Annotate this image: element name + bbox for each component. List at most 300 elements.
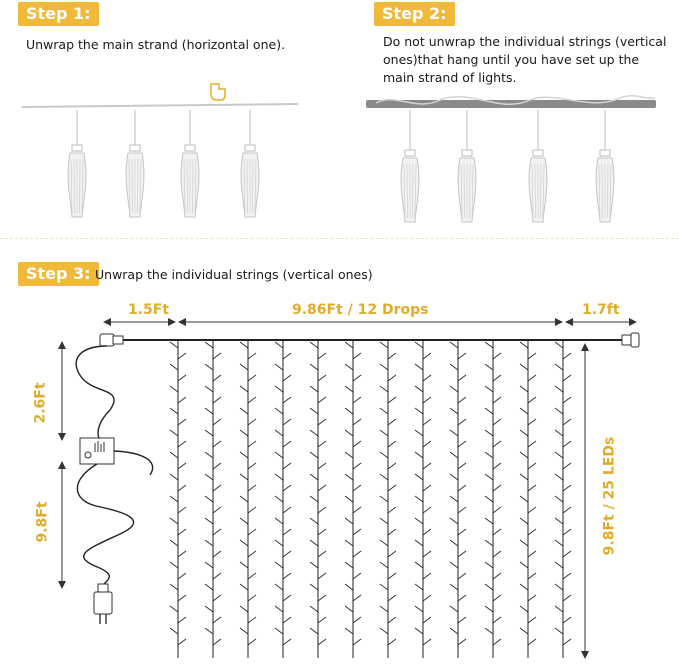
led bbox=[555, 540, 563, 546]
led bbox=[248, 353, 256, 359]
led bbox=[213, 595, 221, 601]
led bbox=[170, 628, 178, 634]
led bbox=[205, 364, 213, 370]
led bbox=[240, 584, 248, 590]
led bbox=[528, 507, 536, 513]
led bbox=[310, 364, 318, 370]
led bbox=[423, 573, 431, 579]
led bbox=[450, 584, 458, 590]
led bbox=[353, 353, 361, 359]
led bbox=[415, 628, 423, 634]
led bbox=[388, 485, 396, 491]
led bbox=[318, 551, 326, 557]
led bbox=[275, 540, 283, 546]
led bbox=[178, 595, 186, 601]
led bbox=[423, 617, 431, 623]
led bbox=[555, 408, 563, 414]
led bbox=[493, 595, 501, 601]
led bbox=[283, 573, 291, 579]
led bbox=[345, 342, 353, 348]
led bbox=[275, 408, 283, 414]
led bbox=[353, 375, 361, 381]
led bbox=[563, 529, 571, 535]
led bbox=[493, 375, 501, 381]
led bbox=[415, 562, 423, 568]
led bbox=[423, 353, 431, 359]
led bbox=[450, 518, 458, 524]
led bbox=[283, 353, 291, 359]
led bbox=[415, 364, 423, 370]
led bbox=[178, 353, 186, 359]
led bbox=[318, 397, 326, 403]
led bbox=[170, 606, 178, 612]
led bbox=[345, 430, 353, 436]
led bbox=[423, 419, 431, 425]
led bbox=[178, 573, 186, 579]
led bbox=[353, 507, 361, 513]
led bbox=[388, 529, 396, 535]
led bbox=[318, 463, 326, 469]
led bbox=[213, 617, 221, 623]
led bbox=[415, 584, 423, 590]
power-cable bbox=[76, 346, 114, 440]
drop-string bbox=[520, 340, 536, 658]
led bbox=[240, 452, 248, 458]
led bbox=[485, 408, 493, 414]
led bbox=[318, 507, 326, 513]
led bbox=[423, 595, 431, 601]
led bbox=[205, 452, 213, 458]
led bbox=[353, 617, 361, 623]
led bbox=[178, 529, 186, 535]
led bbox=[520, 562, 528, 568]
led bbox=[213, 353, 221, 359]
bundled-string bbox=[126, 110, 144, 217]
drop-string bbox=[485, 340, 501, 658]
led bbox=[283, 595, 291, 601]
led bbox=[353, 639, 361, 645]
led bbox=[240, 408, 248, 414]
led bbox=[353, 595, 361, 601]
led bbox=[563, 595, 571, 601]
led bbox=[345, 474, 353, 480]
led bbox=[353, 529, 361, 535]
led bbox=[318, 573, 326, 579]
led bbox=[205, 540, 213, 546]
led bbox=[310, 342, 318, 348]
led bbox=[555, 430, 563, 436]
led bbox=[380, 364, 388, 370]
led bbox=[380, 584, 388, 590]
led bbox=[450, 562, 458, 568]
led bbox=[380, 496, 388, 502]
led bbox=[563, 485, 571, 491]
led bbox=[563, 419, 571, 425]
led bbox=[563, 441, 571, 447]
led bbox=[248, 573, 256, 579]
led bbox=[520, 342, 528, 348]
bundled-string bbox=[596, 110, 614, 222]
led bbox=[493, 397, 501, 403]
led bbox=[213, 507, 221, 513]
led bbox=[318, 375, 326, 381]
led bbox=[345, 562, 353, 568]
led bbox=[458, 507, 466, 513]
led bbox=[493, 529, 501, 535]
led bbox=[170, 364, 178, 370]
led bbox=[380, 540, 388, 546]
led bbox=[178, 639, 186, 645]
pointing-hand-icon bbox=[211, 84, 225, 100]
led bbox=[458, 529, 466, 535]
led bbox=[240, 386, 248, 392]
led bbox=[450, 430, 458, 436]
drop-string bbox=[205, 340, 221, 658]
led bbox=[450, 364, 458, 370]
led bbox=[310, 540, 318, 546]
main-strand bbox=[22, 104, 298, 107]
led bbox=[318, 441, 326, 447]
led bbox=[283, 419, 291, 425]
led bbox=[528, 419, 536, 425]
led bbox=[563, 397, 571, 403]
led bbox=[178, 617, 186, 623]
led bbox=[353, 485, 361, 491]
led bbox=[248, 441, 256, 447]
led bbox=[283, 375, 291, 381]
led bbox=[205, 386, 213, 392]
led bbox=[345, 496, 353, 502]
led bbox=[248, 639, 256, 645]
led bbox=[555, 518, 563, 524]
led bbox=[310, 518, 318, 524]
led bbox=[458, 397, 466, 403]
led bbox=[458, 617, 466, 623]
end-cap-connector bbox=[622, 333, 639, 347]
led bbox=[423, 639, 431, 645]
led bbox=[345, 606, 353, 612]
led bbox=[353, 573, 361, 579]
led bbox=[380, 452, 388, 458]
led bbox=[275, 496, 283, 502]
step1-illustration bbox=[22, 84, 298, 217]
led bbox=[310, 628, 318, 634]
led bbox=[178, 375, 186, 381]
step1-badge: Step 1: bbox=[18, 2, 99, 26]
led bbox=[450, 342, 458, 348]
led bbox=[170, 452, 178, 458]
cable-lower-label: 9.8Ft bbox=[34, 501, 51, 543]
cable-upper-label: 2.6Ft bbox=[32, 382, 49, 424]
led bbox=[205, 474, 213, 480]
drop-string bbox=[275, 340, 291, 658]
led bbox=[458, 573, 466, 579]
led bbox=[388, 617, 396, 623]
led bbox=[283, 617, 291, 623]
led bbox=[423, 463, 431, 469]
led bbox=[248, 507, 256, 513]
step2-text: Do not unwrap the individual strings (vertical ones)that hang until you have set up the main strand of lights. bbox=[383, 34, 667, 85]
curtain-diagram bbox=[62, 322, 639, 658]
led bbox=[563, 639, 571, 645]
led bbox=[388, 551, 396, 557]
led bbox=[205, 562, 213, 568]
led bbox=[493, 573, 501, 579]
led bbox=[555, 452, 563, 458]
led bbox=[423, 485, 431, 491]
led bbox=[528, 397, 536, 403]
led bbox=[415, 474, 423, 480]
led bbox=[275, 518, 283, 524]
led bbox=[415, 496, 423, 502]
led bbox=[213, 375, 221, 381]
connector-icon bbox=[100, 334, 123, 346]
led bbox=[485, 430, 493, 436]
led bbox=[450, 496, 458, 502]
led bbox=[415, 540, 423, 546]
led bbox=[205, 408, 213, 414]
led bbox=[493, 485, 501, 491]
width-label: 9.86Ft / 12 Drops bbox=[292, 302, 429, 318]
led bbox=[353, 551, 361, 557]
led bbox=[563, 375, 571, 381]
led bbox=[240, 540, 248, 546]
led bbox=[283, 639, 291, 645]
left-lead-label: 1.5Ft bbox=[128, 302, 170, 318]
led bbox=[353, 441, 361, 447]
bundled-string bbox=[458, 110, 476, 222]
led bbox=[248, 485, 256, 491]
led bbox=[493, 617, 501, 623]
led bbox=[170, 540, 178, 546]
led bbox=[345, 452, 353, 458]
led bbox=[528, 551, 536, 557]
led bbox=[528, 463, 536, 469]
led bbox=[345, 628, 353, 634]
led bbox=[485, 606, 493, 612]
led bbox=[380, 474, 388, 480]
led bbox=[520, 452, 528, 458]
led bbox=[213, 397, 221, 403]
led bbox=[318, 353, 326, 359]
led bbox=[555, 606, 563, 612]
drop-string bbox=[380, 340, 396, 658]
led bbox=[318, 485, 326, 491]
led bbox=[388, 639, 396, 645]
led bbox=[458, 419, 466, 425]
led bbox=[485, 342, 493, 348]
led bbox=[485, 496, 493, 502]
drop-string bbox=[555, 340, 571, 658]
led bbox=[388, 573, 396, 579]
led bbox=[450, 386, 458, 392]
led bbox=[528, 639, 536, 645]
led bbox=[353, 419, 361, 425]
led bbox=[240, 474, 248, 480]
led bbox=[283, 441, 291, 447]
led bbox=[493, 353, 501, 359]
led bbox=[528, 441, 536, 447]
led bbox=[528, 375, 536, 381]
led bbox=[248, 529, 256, 535]
led bbox=[458, 353, 466, 359]
led bbox=[458, 639, 466, 645]
bundled-string bbox=[68, 110, 86, 217]
led bbox=[345, 386, 353, 392]
led bbox=[450, 628, 458, 634]
led bbox=[240, 518, 248, 524]
led bbox=[520, 518, 528, 524]
bundled-strings bbox=[401, 110, 614, 222]
led bbox=[205, 496, 213, 502]
led bbox=[353, 397, 361, 403]
led bbox=[345, 584, 353, 590]
led bbox=[310, 474, 318, 480]
led bbox=[205, 628, 213, 634]
drop-height-label: 9.8Ft / 25 LEDs bbox=[601, 436, 618, 556]
bundled-string bbox=[181, 110, 199, 217]
led bbox=[415, 408, 423, 414]
led bbox=[248, 617, 256, 623]
led bbox=[310, 584, 318, 590]
led bbox=[170, 496, 178, 502]
led bbox=[205, 342, 213, 348]
led bbox=[388, 375, 396, 381]
led bbox=[380, 628, 388, 634]
led bbox=[485, 584, 493, 590]
led bbox=[205, 518, 213, 524]
led bbox=[248, 419, 256, 425]
led bbox=[528, 595, 536, 601]
step3-text: Unwrap the individual strings (vertical ones) bbox=[95, 267, 373, 282]
led bbox=[170, 562, 178, 568]
led bbox=[493, 419, 501, 425]
led bbox=[415, 452, 423, 458]
led bbox=[178, 397, 186, 403]
led bbox=[178, 485, 186, 491]
led bbox=[248, 463, 256, 469]
led bbox=[170, 518, 178, 524]
led bbox=[283, 551, 291, 557]
drop-string bbox=[415, 340, 431, 658]
led bbox=[450, 408, 458, 414]
led bbox=[178, 551, 186, 557]
led bbox=[283, 463, 291, 469]
led bbox=[388, 595, 396, 601]
led bbox=[275, 342, 283, 348]
led bbox=[213, 463, 221, 469]
led bbox=[310, 562, 318, 568]
led bbox=[213, 573, 221, 579]
led bbox=[388, 353, 396, 359]
led bbox=[520, 430, 528, 436]
led bbox=[520, 408, 528, 414]
led bbox=[318, 617, 326, 623]
led bbox=[240, 430, 248, 436]
drop-string bbox=[240, 340, 256, 658]
led bbox=[520, 364, 528, 370]
led bbox=[318, 419, 326, 425]
led bbox=[170, 584, 178, 590]
led bbox=[213, 639, 221, 645]
led bbox=[520, 584, 528, 590]
led bbox=[178, 507, 186, 513]
led bbox=[528, 485, 536, 491]
power-plug-icon bbox=[94, 584, 112, 624]
led bbox=[248, 375, 256, 381]
light-drops bbox=[170, 340, 571, 658]
led bbox=[520, 474, 528, 480]
led bbox=[563, 573, 571, 579]
led bbox=[178, 441, 186, 447]
led bbox=[240, 562, 248, 568]
led bbox=[458, 595, 466, 601]
led bbox=[423, 397, 431, 403]
step1-text: Unwrap the main strand (horizontal one). bbox=[26, 37, 286, 52]
led bbox=[170, 342, 178, 348]
led bbox=[555, 342, 563, 348]
led bbox=[415, 342, 423, 348]
led bbox=[485, 452, 493, 458]
led bbox=[310, 496, 318, 502]
led bbox=[170, 386, 178, 392]
led bbox=[283, 507, 291, 513]
led bbox=[240, 364, 248, 370]
led bbox=[423, 375, 431, 381]
led bbox=[458, 551, 466, 557]
led bbox=[528, 573, 536, 579]
led bbox=[423, 551, 431, 557]
led bbox=[563, 507, 571, 513]
led bbox=[423, 441, 431, 447]
led bbox=[310, 452, 318, 458]
led bbox=[213, 551, 221, 557]
led bbox=[345, 518, 353, 524]
led bbox=[388, 441, 396, 447]
led bbox=[493, 551, 501, 557]
led bbox=[388, 507, 396, 513]
led bbox=[380, 408, 388, 414]
led bbox=[520, 606, 528, 612]
led bbox=[310, 606, 318, 612]
led bbox=[485, 562, 493, 568]
led bbox=[248, 397, 256, 403]
led bbox=[388, 419, 396, 425]
led bbox=[178, 463, 186, 469]
led bbox=[555, 628, 563, 634]
led bbox=[318, 595, 326, 601]
led bbox=[380, 342, 388, 348]
led bbox=[275, 628, 283, 634]
led bbox=[388, 463, 396, 469]
led bbox=[178, 419, 186, 425]
led bbox=[520, 540, 528, 546]
drop-string bbox=[170, 340, 186, 658]
led bbox=[170, 474, 178, 480]
drop-string bbox=[310, 340, 326, 658]
step2-illustration bbox=[366, 96, 656, 222]
power-cord bbox=[77, 464, 133, 584]
led bbox=[205, 606, 213, 612]
led bbox=[528, 353, 536, 359]
led bbox=[485, 364, 493, 370]
led bbox=[310, 408, 318, 414]
led bbox=[275, 452, 283, 458]
led bbox=[555, 474, 563, 480]
led bbox=[345, 408, 353, 414]
led bbox=[283, 529, 291, 535]
led bbox=[240, 606, 248, 612]
